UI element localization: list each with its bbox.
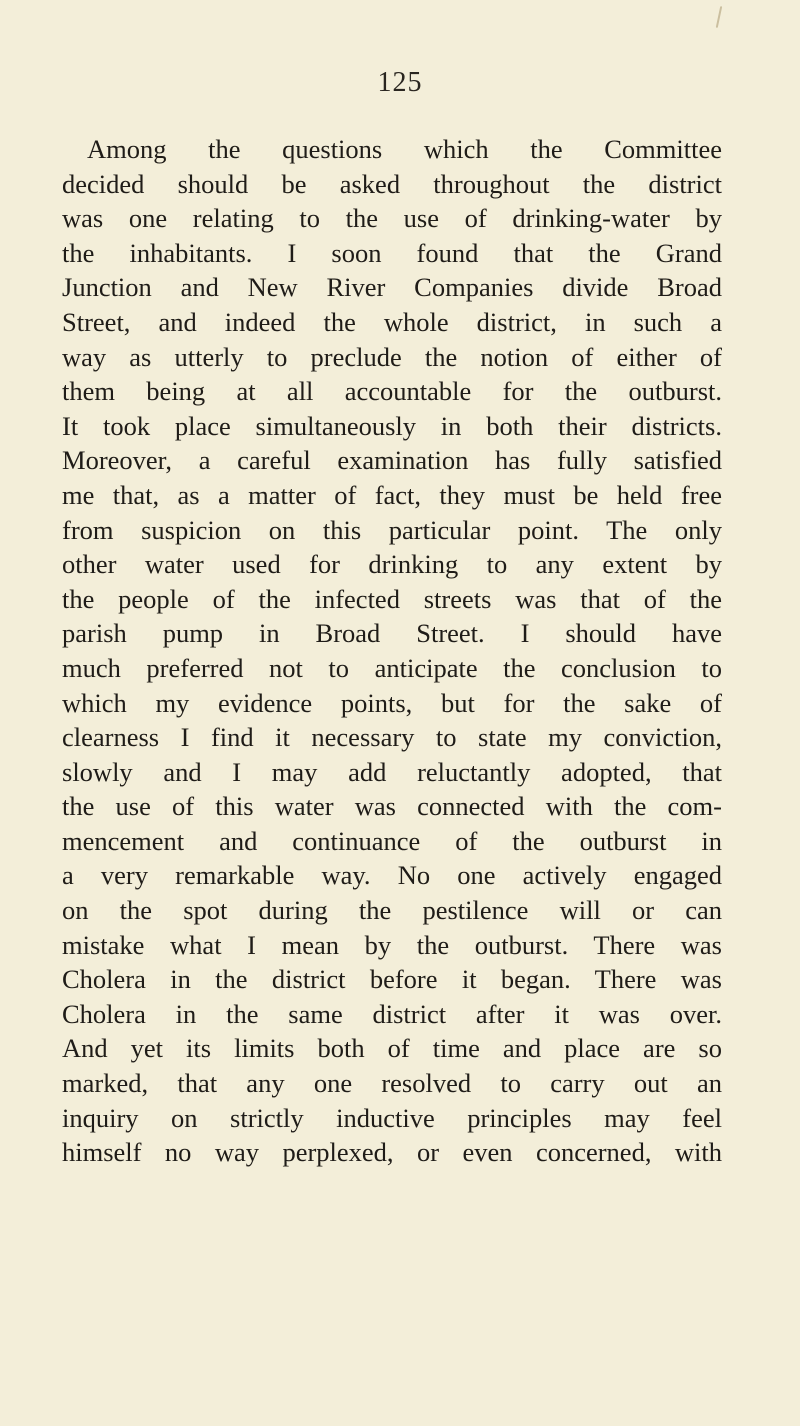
text-line: the inhabitants. I soon found that the Grand <box>62 237 722 268</box>
text-line: Moreover, a careful examination has fully satisfied <box>62 445 722 476</box>
text-line: himself no way perplexed, or even concerned, with <box>62 1137 722 1168</box>
text-line: a very remarkable way. No one actively engaged <box>62 860 722 891</box>
text-line: clearness I find it necessary to state my conviction, <box>62 722 722 753</box>
text-line: the use of this water was connected with the com- <box>62 791 722 822</box>
page-number: 125 <box>377 67 423 98</box>
text-line: And yet its limits both of time and place are so <box>62 1033 722 1064</box>
text-line: them being at all accountable for the outburst. <box>62 376 722 407</box>
body-paragraph <box>62 132 722 1170</box>
text-line: way as utterly to preclude the notion of either of <box>62 341 722 372</box>
text-line: me that, as a matter of fact, they must be held free <box>62 479 722 510</box>
text-line: decided should be asked throughout the district <box>62 168 722 199</box>
text-line: marked, that any one resolved to carry out an <box>62 1068 722 1099</box>
paper-mark <box>716 6 723 28</box>
text-line: It took place simultaneously in both their districts. <box>62 410 722 441</box>
text-line: much preferred not to anticipate the conclusion to <box>62 652 722 683</box>
text-line: mistake what I mean by the outburst. There was <box>62 929 722 960</box>
text-line: other water used for drinking to any extent by <box>62 549 722 580</box>
text-line: Street, and indeed the whole district, in such a <box>62 306 722 337</box>
text-line: the people of the infected streets was that of the <box>62 583 722 614</box>
text-line: mencement and continuance of the outburst in <box>62 825 722 856</box>
text-line: Among the questions which the Committee <box>87 134 722 164</box>
text-line: was one relating to the use of drinking-water by <box>62 203 722 234</box>
text-line: on the spot during the pestilence will or can <box>62 895 722 926</box>
text-line: slowly and I may add reluctantly adopted, that <box>62 756 722 787</box>
text-line: parish pump in Broad Street. I should have <box>62 618 722 649</box>
text-line: Junction and New River Companies divide Broad <box>62 272 722 303</box>
text-line: which my evidence points, but for the sake of <box>62 687 722 718</box>
text-line: from suspicion on this particular point. The only <box>62 514 722 545</box>
text-line: Cholera in the same district after it was over. <box>62 998 722 1029</box>
text-line: Cholera in the district before it began. There was <box>62 964 722 995</box>
text-line: inquiry on strictly inductive principles may feel <box>62 1102 722 1133</box>
